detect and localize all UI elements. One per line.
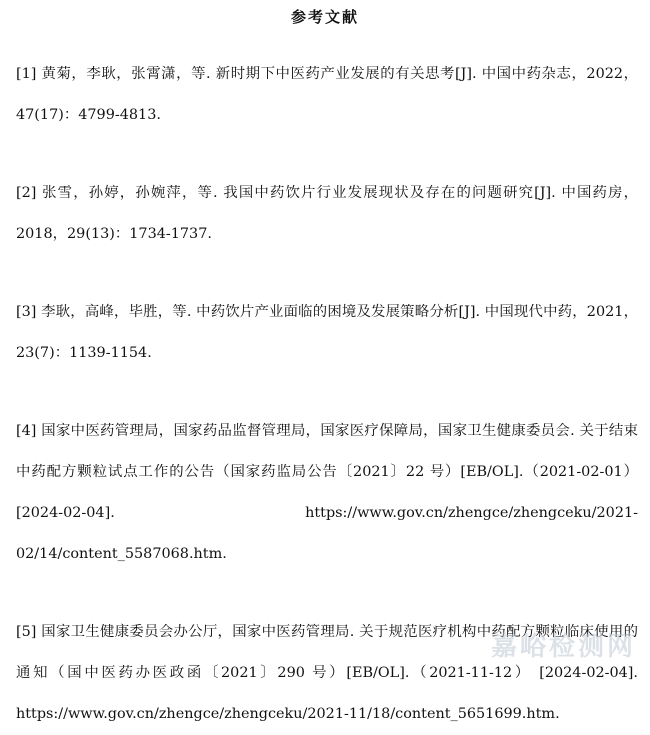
references-heading: 参考文献 — [290, 8, 359, 26]
reference-item-4: [4] 国家中医药管理局，国家药品监督管理局，国家医疗保障局，国家卫生健康委员会. 关于结束中药配方颗粒试点工作的公告（国家药监局公告〔2021〕22 号）[EB/OL].（2021-02-01） [2024-02-04]. https://www.gov.cn/zhengce/zhengceku/2021-02/14/content_5587068.htm. — [16, 423, 638, 562]
reference-item-3: [3] 李耿，高峰，毕胜，等. 中药饮片产业面临的困境及发展策略分析[J]. 中国现代中药，2021，23(7)：1139-1154. — [16, 304, 638, 361]
reference-list — [16, 54, 638, 735]
reference-item-2: [2] 张雪，孙婷，孙婉萍，等. 我国中药饮片行业发展现状及存在的问题研究[J]. 中国药房，2018，29(13)：1734-1737. — [16, 185, 638, 242]
watermark: 嘉峪检测网 — [490, 632, 636, 662]
reference-item-1: [1] 黄菊，李耿，张霄潇，等. 新时期下中医药产业发展的有关思考[J]. 中国中药杂志，2022，47(17)：4799-4813. — [16, 66, 638, 123]
reference-item-5: [5] 国家卫生健康委员会办公厅，国家中医药管理局. 关于规范医疗机构中药配方颗粒临床使用的通知（国中医药办医政函〔2021〕290 号）[EB/OL].（2021-11-12） [2024-02-04]. https://www.gov.cn/zhengce/zhengceku/2021-11/18/content_5651699.htm. — [16, 624, 638, 722]
